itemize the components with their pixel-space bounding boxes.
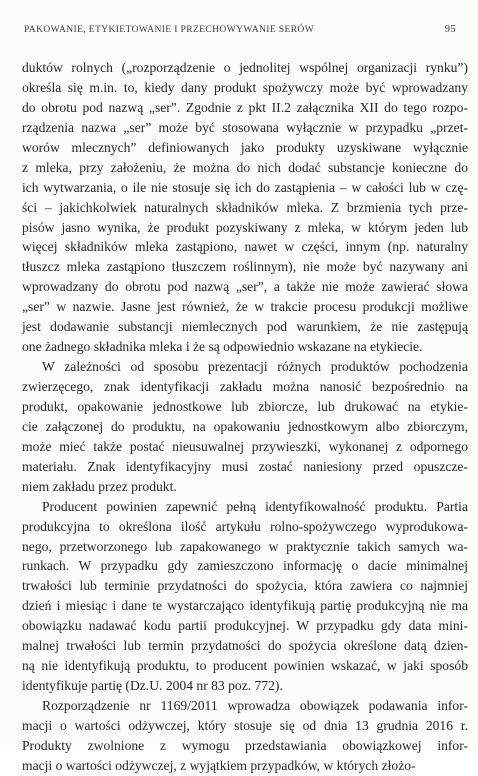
text-line: obowiązku nadawać kodu partii produkcyjnej. W przypadku gdy data mini- [22,618,468,634]
text-line: macji o wartości odżywczej, który stosuje się od dnia 13 grudnia 2016 r. [22,717,468,733]
text-line: one żadnego składnika mleka i że są odpowiednio wskazane na etykiecie. [22,339,423,355]
text-line: trwałości lub terminie przydatności do spożycia, która zawiera co najmniej [22,578,468,594]
text-line: materiału. Znak identyfikacyjny musi zostać naniesiony przed opuszcze- [22,458,468,474]
text-line: worów mlecznych” definiowanych jako produkty uzyskiwane wyłącznie [22,139,468,155]
text-line: macji o wartości odżywczej, z wyjątkiem przypadków, w których złożo- [22,757,416,773]
text-line: pisów jasno wynika, że produkt pozyskiwany z mleka, w którym jeden lub [22,219,468,235]
text-line: identyfikuje partię (Dz.U. 2004 nr 83 poz. 772). [22,678,283,694]
text-line: niem zakładu przez produkt. [22,478,177,494]
text-line: dzień i miesiąc i dane te wystarczająco identyfikują partię produkcyjną nie ma [22,598,468,614]
text-line: malnej trwałości lub termin przydatności do spożycia określone datą dzien- [22,638,468,654]
text-line: produkcyjna to określona ilość artykułu rolno-spożywczego wyprodukowa- [22,518,468,534]
text-line: rządzenia nazwa „ser” może być stosowana wyłącznie w przypadku „przet- [22,119,468,135]
text-line: Producent powinien zapewnić pełną identyfikowalność produktu. Partia [42,498,468,514]
text-line: produkt, opakowanie jednostkowe lub zbiorcze, lub drukować na etykie- [22,398,468,414]
text-line: może mieć także postać nieusuwalnej przywieszki, wykonanej z odpornego [22,438,468,454]
text-line: ną nie identyfikują produktu, to producent powinien wskazać, w jaki sposób [22,658,468,674]
text-line: ści – jakichkolwiek naturalnych składników mleka. Z brzmienia tych prze- [22,199,468,215]
text-line: tłuszcz mleka zastąpiono tłuszczem roślinnym), nie może być nazywany ani [22,259,468,275]
running-head [24,24,456,40]
text-line: wprowadzany do obrotu pod nazwą „ser”, a także nie może zawierać słowa [22,279,468,295]
text-line: duktów rolnych („rozporządzenie o jednolitej wspólnej organizacji rynku”) [22,60,468,75]
text-line: więcej składników mleka zastąpiono, nawet w części, innym (np. naturalny [22,239,468,255]
body-text [22,58,468,776]
running-title: PAKOWANIE, ETYKIETOWANIE I PRZECHOWYWANIE SERÓW [24,24,315,35]
text-line: Rozporządzenie nr 1169/2011 wprowadza obowiązek podawania infor- [42,698,468,713]
paragraph [22,497,468,696]
text-line: z mleka, przy założeniu, że można do nich dodać substancje konieczne do [22,159,468,175]
text-line: ich wytwarzania, o ile nie stosuje się ich do zastąpienia – w całości lub w czę- [22,179,468,195]
text-line: nego, przetworzonego lub zapakowanego w praktycznie takich samych wa- [22,538,468,554]
text-line: określa się m.in. to, kiedy dany produkt spożywczy może być wprowadzany [22,79,468,95]
text-line: runkach. W przypadku gdy zamieszczono informację o dacie minimalnej [22,558,468,574]
text-line: W zależności od sposobu prezentacji różnych produktów pochodzenia [42,359,468,375]
text-line: cie załączonej do produktu, na opakowaniu jednostkowym albo zbiorczym, [22,418,468,434]
text-line: zwierzęcego, znak identyfikacji zakładu można nanosić bezpośrednio na [22,379,468,394]
text-line: „ser” w nazwie. Jasne jest również, że w trakcie procesu produkcji możliwe [22,299,468,315]
text-line: Produkty zwolnione z wymogu przedstawiania obowiązkowej infor- [22,737,468,753]
page-number: 95 [444,24,456,35]
paragraph [22,696,468,776]
text-line: jest dodawanie substancji niemlecznych pod warunkiem, że nie zastępują [22,319,468,335]
paragraph [22,357,468,497]
text-line: do obrotu pod nazwą „ser”. Zgodnie z pkt II.2 załącznika XII do tego rozpo- [22,99,468,115]
paragraph [22,58,468,357]
